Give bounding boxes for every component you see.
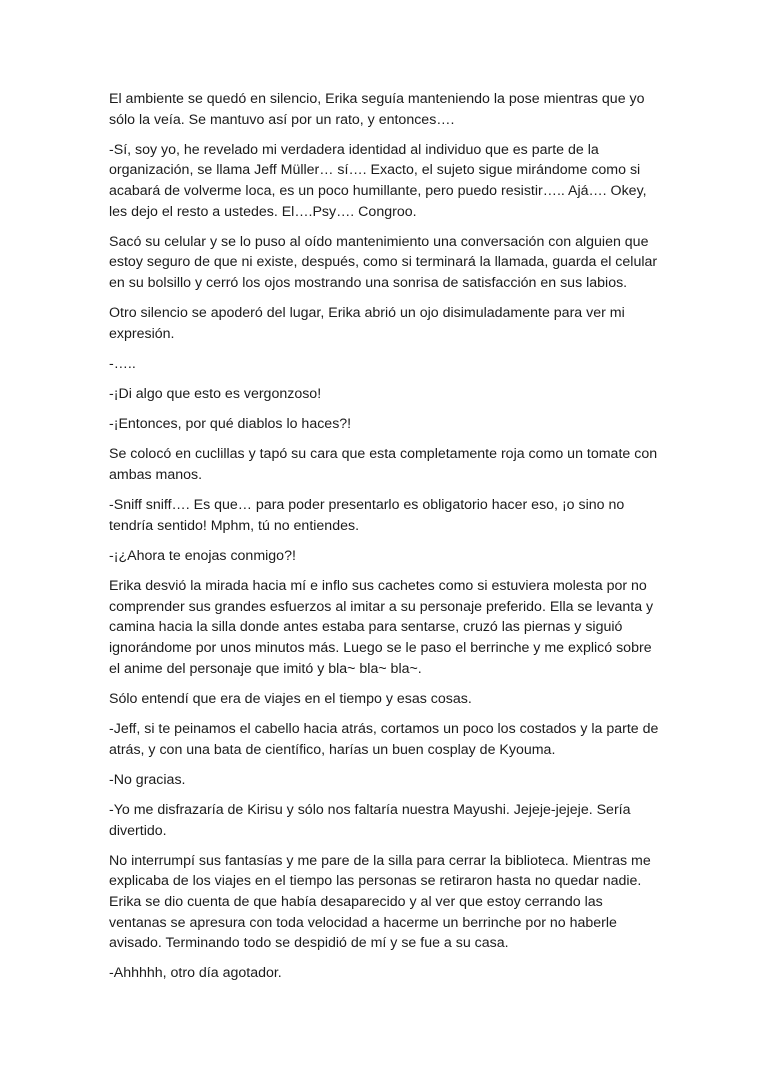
paragraph: -Yo me disfrazaría de Kirisu y sólo nos faltaría nuestra Mayushi. Jejeje-jejeje. Sería divertido. (109, 801, 631, 839)
paragraph: -Sí, soy yo, he revelado mi verdadera identidad al individuo que es parte de la organización, se llama Jeff Müller… sí…. Exacto, el sujeto sigue mirándome como si acabará de volverme loca, es un poco humillante, pero puedo resistir….. Ajá…. Okey, les dejo el resto a ustedes. El….Psy…. Congroo. (109, 141, 647, 220)
paragraph: -Ahhhhh, otro día agotador. (109, 965, 282, 982)
paragraph: -Jeff, si te peinamos el cabello hacia atrás, cortamos un poco los costados y la parte de atrás, y con una bata de científico, harías un buen cosplay de Kyouma. (109, 720, 659, 758)
paragraph: Sacó su celular y se lo puso al oído mantenimiento una conversación con alguien que estoy seguro de que ni existe, después, como si terminará la llamada, guarda el celular en su bolsillo y cerró los ojos mostrando una sonrisa de satisfacción en sus labios. (109, 233, 658, 291)
paragraph: -….. (109, 355, 136, 372)
paragraph: Otro silencio se apoderó del lugar, Erika abrió un ojo disimuladamente para ver mi expresión. (109, 305, 625, 342)
paragraph: -¡¿Ahora te enojas conmigo?! (109, 548, 296, 565)
paragraph: Se colocó en cuclillas y tapó su cara que esta completamente roja como un tomate con ambas manos. (109, 446, 658, 484)
paragraph: -¡Entonces, por qué diablos lo haces?! (109, 416, 352, 433)
document-body (109, 89, 659, 993)
paragraph: Erika desvió la mirada hacia mí e inflo sus cachetes como si estuviera molesta por no comprender sus grandes esfuerzos al imitar a su personaje preferido. Ella se levanta y camina hacia la silla donde antes estaba para sentarse, cruzó las piernas y siguió ignorándome por unos minutos más. Luego se le paso el berrinche y me explicó sobre el anime del personaje que imitó y bla~ bla~ bla~. (109, 578, 654, 677)
paragraph: Sólo entendí que era de viajes en el tiempo y esas cosas. (109, 690, 472, 707)
paragraph: -Sniff sniff…. Es que… para poder presentarlo es obligatorio hacer eso, ¡o sino no tendría sentido! Mphm, tú no entiendes. (109, 497, 625, 534)
paragraph: -No gracias. (109, 771, 186, 788)
paragraph: -¡Di algo que esto es vergonzoso! (109, 386, 322, 403)
paragraph: El ambiente se quedó en silencio, Erika seguía manteniendo la pose mientras que yo sólo la veía. Se mantuvo así por un rato, y entonces…. (109, 91, 645, 128)
paragraph: No interrumpí sus fantasías y me pare de la silla para cerrar la biblioteca. Mientras me explicaba de los viajes en el tiempo las personas se retiraron hasta no quedar nadie. Erika se dio cuenta de que había desaparecido y al ver que estoy cerrando las ventanas se apresura con toda velocidad a hacerme un berrinche por no haberle avisado. Terminando todo se despidió de mí y se fue a su casa. (109, 852, 651, 952)
